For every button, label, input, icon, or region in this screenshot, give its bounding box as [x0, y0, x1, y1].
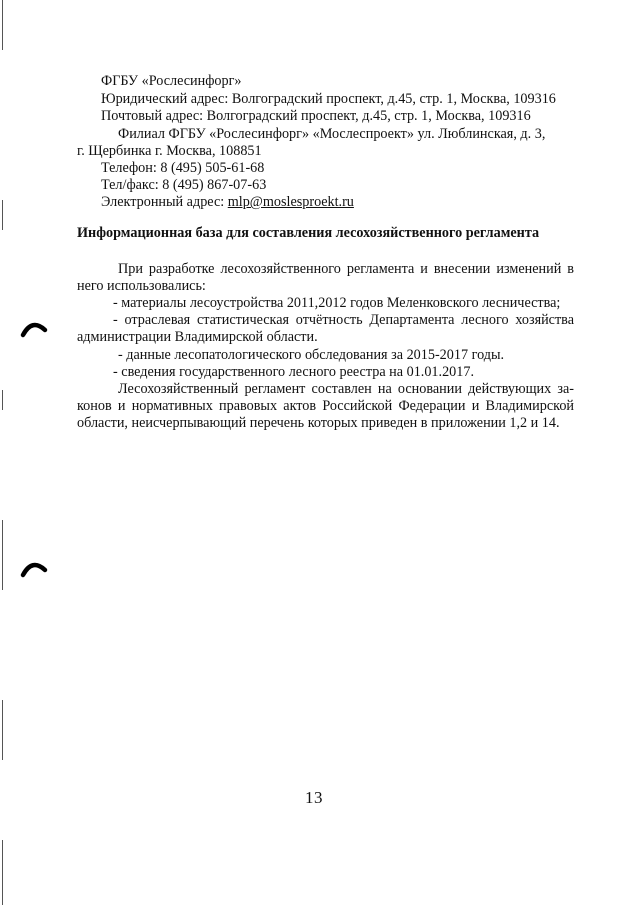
- body-line: администрации Владимирской области.: [77, 329, 318, 345]
- list-item: - сведения государственного лесного реестра на 01.01.2017.: [113, 364, 474, 380]
- email-label: Электронный адрес:: [101, 194, 228, 210]
- phone: Телефон: 8 (495) 505-61-68: [101, 160, 265, 176]
- body-line: конов и нормативных правовых актов Российской Федерации и Владимирской: [77, 398, 574, 414]
- email-line: [101, 194, 354, 212]
- branch-address-line2: г. Щербинка г. Москва, 108851: [77, 143, 262, 159]
- body-line: него использовались:: [77, 278, 206, 294]
- list-item: - материалы лесоустройства 2011,2012 годов Меленковского лесничества;: [113, 295, 561, 311]
- legal-address: Юридический адрес: Волгоградский проспект, д.45, стр. 1, Москва, 109316: [101, 91, 556, 107]
- fax: Тел/факс: 8 (495) 867-07-63: [101, 177, 267, 193]
- scan-edge: [0, 0, 8, 905]
- postal-address: Почтовый адрес: Волгоградский проспект, д.45, стр. 1, Москва, 109316: [101, 108, 531, 124]
- branch-address-line1: Филиал ФГБУ «Рослесинфорг» «Мослеспроект» ул. Люблинская, д. 3,: [118, 126, 546, 142]
- binder-hole-mark: [20, 316, 48, 338]
- body-line: Лесохозяйственный регламент составлен на основании действующих за-: [118, 381, 574, 397]
- section-heading: Информационная база для составления лесохозяйственного регламента: [77, 225, 540, 241]
- body-line: При разработке лесохозяйственного регламента и внесении изменений в: [118, 261, 574, 277]
- org-name: ФГБУ «Рослесинфорг»: [101, 73, 242, 89]
- email-link[interactable]: mlp@moslesproekt.ru: [227, 194, 354, 210]
- list-item: - отраслевая статистическая отчётность Департамента лесного хозяйства: [113, 312, 574, 328]
- page-number: 13: [305, 788, 323, 807]
- binder-hole-mark: [20, 556, 48, 578]
- list-item: - данные лесопатологического обследования за 2015-2017 годы.: [118, 347, 505, 363]
- body-line: области, неисчерпывающий перечень которых приведен в приложении 1,2 и 14.: [77, 415, 560, 431]
